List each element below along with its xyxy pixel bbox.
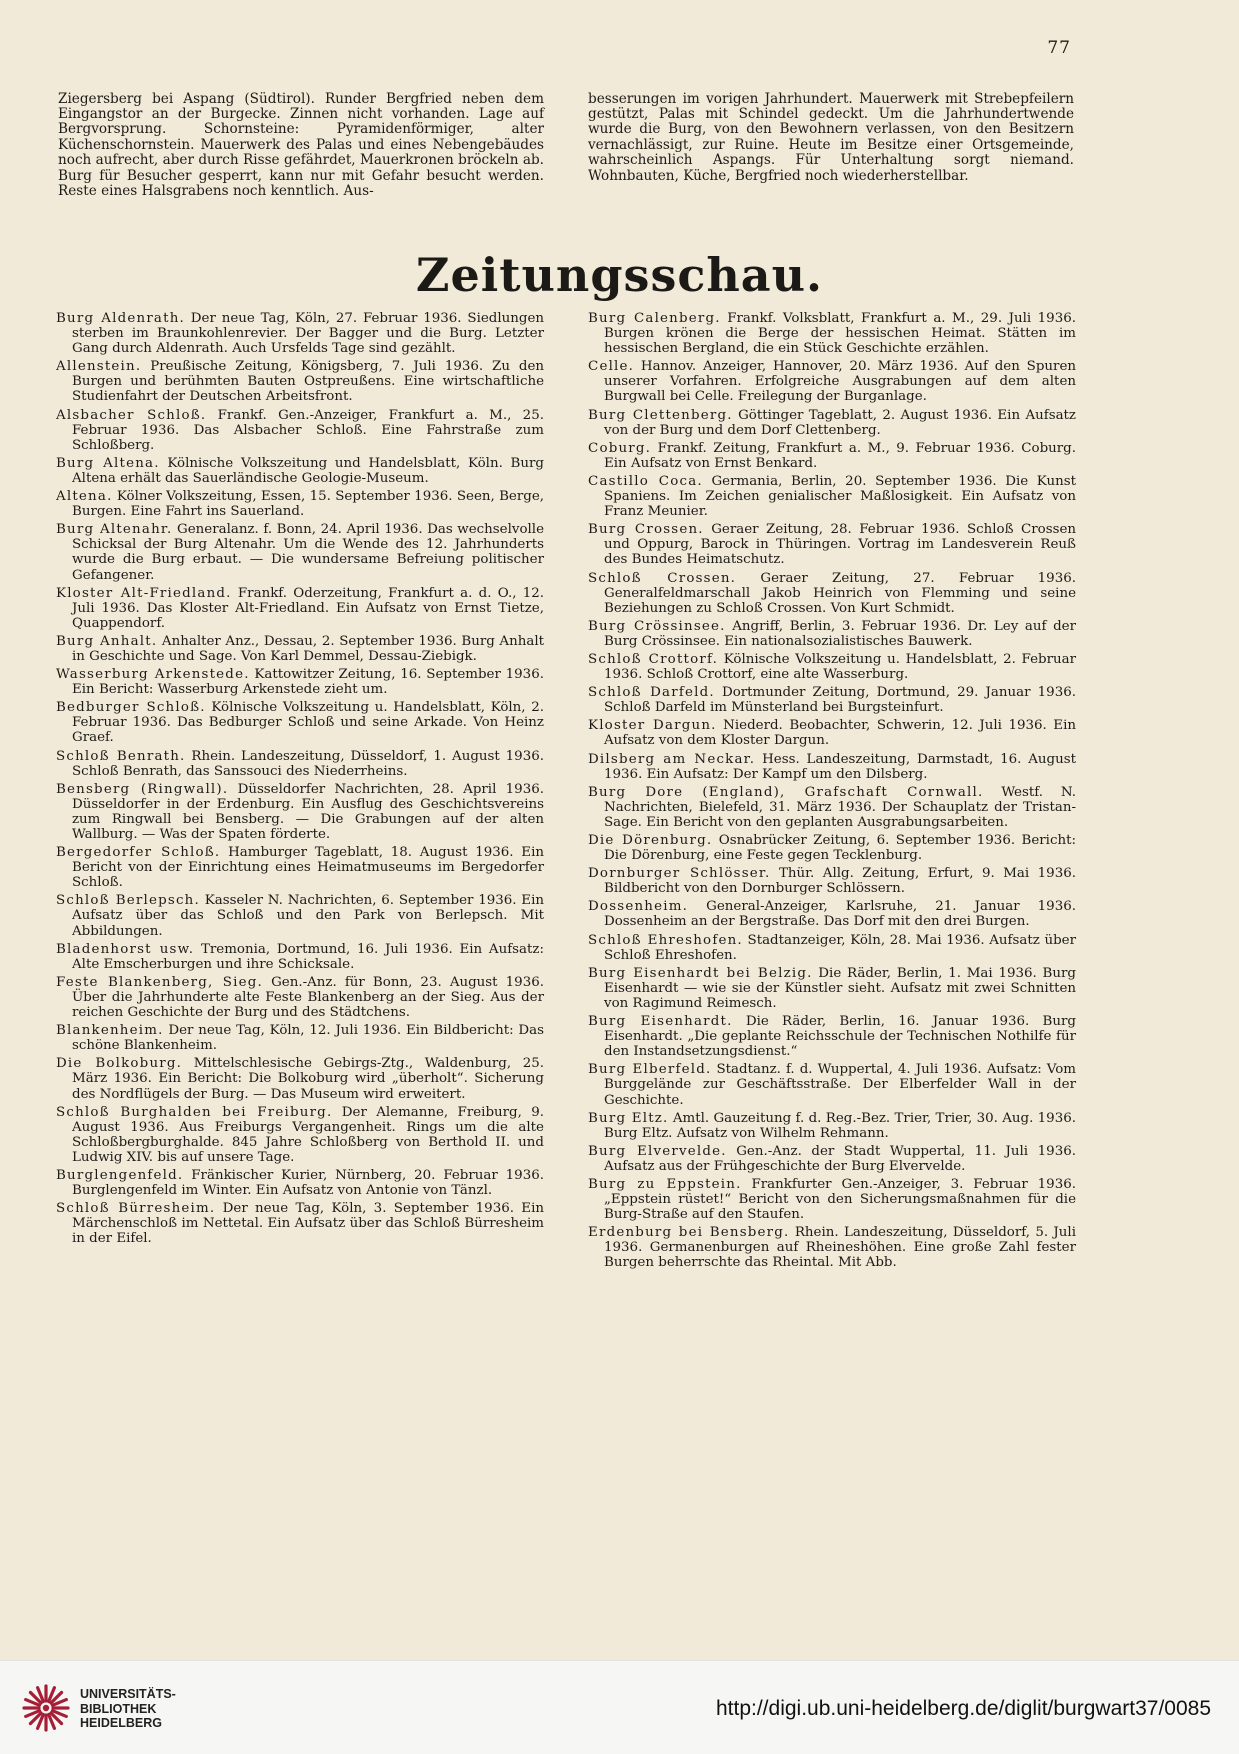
entry-citation: Gen.-Anz. für Bonn, 23. August 1936. Über die Jahrhunderte alte Feste Blankenberg an der Sieg. Aus der reichen Geschichte der Burg und des Städtchens. [72,974,544,1021]
press-entry [588,785,1076,830]
entry-citation: Hamburger Tageblatt, 18. August 1936. Ein Bericht von der Einrichtung eines Heimatmuseums im Bergedorfer Schloß. [72,845,544,891]
press-entry [56,1201,544,1246]
entry-keyword: Schloß Burghalden bei Freiburg. [56,1104,333,1120]
entry-citation: Die Räder, Berlin, 1. Mai 1936. Burg Eisenhardt — wie sie der Künstler sieht. Aufsatz mit zwei Schnitten von Ragimund Reimesch. [604,965,1076,1011]
library-name-line: UNIVERSITÄTS- [80,1687,176,1701]
press-entry [56,586,544,631]
press-entry [56,667,544,697]
entry-citation: Fränkischer Kurier, Nürnberg, 20. Februar 1936. Burglengenfeld im Winter. Ein Aufsatz von Antonie von Tänzl. [72,1167,544,1199]
press-entry [588,522,1076,567]
press-entry [588,933,1076,963]
entry-citation: Frankf. Volksblatt, Frankfurt a. M., 29. Juli 1936. Burgen krönen die Berge der hessischen Heimat. Stätten im hessischen Bergland, die ein Stück Geschichte erzählen. [604,311,1076,357]
entry-keyword: Die Dörenburg. [588,833,713,848]
entry-citation: Kölnische Volkszeitung u. Handelsblatt, 2. Februar 1936. Schloß Crottorf, eine alte Wasserburg. [604,651,1076,683]
entry-keyword: Burg Calenberg. [588,311,721,326]
entry-keyword: Feste Blankenberg, Sieg. [56,974,263,990]
section-heading: Zeitungsschau. [415,248,824,302]
press-entry [56,893,544,938]
press-entry [588,652,1076,682]
entry-citation: Der Alemanne, Freiburg, 9. August 1936. Aus Freiburgs Vergangenheit. Rings um die alte Schloßbergburghalde. 845 Jahre Schloßberg von Berthold II. und Ludwig XIV. bis auf unsere Tage. [72,1104,544,1165]
entry-citation: Osnabrücker Zeitung, 6. September 1936. Bericht: Die Dörenburg, eine Feste gegen Tecklenburg. [604,833,1076,864]
press-entry [588,571,1076,616]
entry-keyword: Burg Altenahr. [56,522,173,538]
entry-citation: Mittelschlesische Gebirgs-Ztg., Waldenburg, 25. März 1936. Ein Bericht: Die Bolkoburg wird „überholt“. Sicherung des Nordflügels der Burg. — Das Museum wird erweitert. [72,1056,544,1102]
entry-citation: Kölnische Volkszeitung u. Handelsblatt, Köln, 2. Februar 1936. Das Bedburger Schloß und seine Arkade. Von Heinz Graef. [72,700,544,746]
entry-citation: Rhein. Landeszeitung, Düsseldorf, 5. Juli 1936. Germanenburgen auf Rheineshöhen. Eine große Zahl fester Burgen beherrschte das Rheintal. Mit Abb. [604,1225,1076,1271]
page-number: 77 [1047,38,1071,58]
press-entry [56,456,544,486]
entry-keyword: Schloß Bürresheim. [56,1201,216,1217]
library-name [80,1687,176,1731]
entry-keyword: Castillo Coca. [588,473,703,489]
entry-citation: Kölnische Volkszeitung und Handelsblatt, Köln. Burg Altena erhält das Sauerländische Geologie-Museum. [72,455,544,486]
entry-citation: Frankf. Gen.-Anzeiger, Frankfurt a. M., 25. Februar 1936. Das Alsbacher Schloß. Eine Fahrstraße zum Schloßberg. [72,407,544,453]
entry-keyword: Schloß Berlepsch. [56,893,200,909]
press-entry [56,634,544,664]
entry-keyword: Burg Elvervelde. [588,1143,727,1159]
entry-citation: Der neue Tag, Köln, 3. September 1936. Ein Märchenschloß im Nettetal. Ein Aufsatz über das Schloß Bürresheim in der Eifel. [72,1201,544,1247]
press-entry [56,1023,544,1053]
entry-citation: Frankf. Oderzeitung, Frankfurt a. d. O., 12. Juli 1936. Das Kloster Alt-Friedland. Ein Aufsatz von Ernst Tietze, Quappendorf. [72,585,544,631]
entry-keyword: Coburg. [588,440,652,456]
press-entry [588,1225,1076,1270]
press-entry [588,408,1076,438]
entry-citation: Hannov. Anzeiger, Hannover, 20. März 1936. Auf den Spuren unserer Vorfahren. Erfolgreiche Ausgrabungen auf dem alten Burgwall bei Celle. Freilegung der Burganlage. [604,359,1076,405]
entry-keyword: Burg Altena. [56,455,160,471]
entry-citation: Geraer Zeitung, 28. Februar 1936. Schloß Crossen und Oppurg, Barock in Thüringen. Vortrag im Landesverein Reuß des Bundes Heimatschutz. [604,522,1076,568]
entry-keyword: Bladenhorst usw. [56,941,195,957]
entry-citation: Hess. Landeszeitung, Darmstadt, 16. August 1936. Ein Aufsatz: Der Kampf um den Dilsberg. [604,751,1076,782]
press-entry [56,359,544,404]
press-entry [56,975,544,1020]
entry-keyword: Burg Crossen. [588,522,704,538]
press-entry [588,1111,1076,1141]
entry-keyword: Dornburger Schlösser. [588,866,771,882]
entry-citation: Germania, Berlin, 20. September 1936. Die Kunst Spaniens. Im Zeichen genialischer Maßlosigkeit. Ein Aufsatz von Franz Meunier. [604,473,1076,520]
press-review [56,311,1076,1431]
entry-keyword: Burg Anhalt. [56,633,158,649]
press-entry [588,966,1076,1011]
entry-citation: Göttinger Tageblatt, 2. August 1936. Ein Aufsatz von der Burg und dem Dorf Clettenberg. [604,407,1076,438]
press-entry [588,1144,1076,1174]
press-entry [56,845,544,890]
entry-citation: Die Räder, Berlin, 16. Januar 1936. Burg Eisenhardt. „Die geplante Reichsschule der Technischen Nothilfe für den Instandsetzungsdienst.“ [604,1014,1076,1060]
entry-citation: Stadtanzeiger, Köln, 28. Mai 1936. Aufsatz über Schloß Ehreshofen. [604,932,1076,963]
entry-citation: Frankf. Zeitung, Frankfurt a. M., 9. Februar 1936. Coburg. Ein Aufsatz von Ernst Benkard. [604,440,1076,471]
continued-article [58,78,1074,208]
entry-citation: Stadtanz. f. d. Wuppertal, 4. Juli 1936. Aufsatz: Vom Burggelände zur Geschäftsstraße. Der Elberfelder Wall in der Geschichte. [604,1062,1077,1108]
press-entry [56,782,544,842]
entry-citation: Der neue Tag, Köln, 12. Juli 1936. Ein Bildbericht: Das schöne Blankenheim. [72,1023,544,1054]
press-entry [56,489,544,519]
continued-text-left: Ziegersberg bei Aspang (Südtirol). Runder Bergfried neben dem Eingangstor an der Burgecke. Zinnen nicht vorhanden. Lage auf Bergvorsprung. Schornsteine: Pyramidenförmiger, alter Küchenschornstein. Mauerwerk des Palas und eines Nebengebäudes noch aufrecht, aber durch Risse gefährdet, Mauerkronen bröckeln ab. Burg für Besucher gesperrt, kann nur mit Gefahr besucht werden. Reste eines Halsgrabens noch kenntlich. Aus- [58,90,544,200]
press-entry [588,866,1076,896]
press-entry [56,942,544,972]
press-entry [56,1056,544,1101]
entry-keyword: Bensberg (Ringwall). [56,781,229,797]
entry-keyword: Burg zu Eppstein. [588,1176,742,1192]
press-entry [588,1014,1076,1059]
entry-citation: Kasseler N. Nachrichten, 6. September 1936. Ein Aufsatz über das Schloß und den Park von Berlepsch. Mit Abbildungen. [72,893,544,939]
entry-keyword: Burg Eisenhardt bei Belzig. [588,965,813,981]
entry-keyword: Schloß Darfeld. [588,685,715,701]
entry-citation: Amtl. Gauzeitung f. d. Reg.-Bez. Trier, Trier, 30. Aug. 1936. Burg Eltz. Aufsatz von Wilhelm Rehmann. [604,1110,1076,1141]
press-entry [56,1168,544,1198]
entry-keyword: Kloster Dargun. [588,718,717,734]
entry-keyword: Allenstein. [56,359,142,375]
entry-citation: Rhein. Landeszeitung, Düsseldorf, 1. August 1936. Schloß Benrath, das Sanssouci des Niederrheins. [72,748,544,779]
entry-keyword: Altena. [56,489,113,505]
entry-citation: Preußische Zeitung, Königsberg, 7. Juli 1936. Zu den Burgen und berühmten Bauten Ostpreußens. Eine wirtschaftliche Studienfahrt der Deutschen Arbeitsfront. [72,359,544,405]
entry-keyword: Schloß Crossen. [588,570,737,586]
entry-citation: Kattowitzer Zeitung, 16. September 1936. Ein Bericht: Wasserburg Arkenstede zieht um. [72,667,544,698]
entry-citation: Westf. N. Nachrichten, Bielefeld, 31. März 1936. Der Schauplatz der Tristan-Sage. Ein Bericht von den geplanten Ausgrabungsarbeiten. [604,784,1076,830]
entry-keyword: Alsbacher Schloß. [56,407,207,423]
entry-citation: General-Anzeiger, Karlsruhe, 21. Januar 1936. Dossenheim an der Bergstraße. Das Dorf mit den drei Burgen. [604,899,1076,930]
entry-keyword: Schloß Crottorf. [588,651,719,667]
continued-text-right: besserungen im vorigen Jahrhundert. Mauerwerk mit Strebepfeilern gestützt, Palas mit Schindel gedeckt. Um die Jahrhundertwende wurde die Burg, von den Bewohnern verlassen, von den Besitzern vernachlässigt, zur Ruine. Heute im Besitze einer Ortsgemeinde, wahrscheinlich Aspangs. Für Unterhaltung sorgt niemand. Wohnbauten, Küche, Bergfried noch wiederherstellbar. [588,90,1074,184]
entry-citation: Thür. Allg. Zeitung, Erfurt, 9. Mai 1936. Bildbericht von den Dornburger Schlössern. [604,866,1076,897]
entry-citation: Tremonia, Dortmund, 16. Juli 1936. Ein Aufsatz: Alte Emscherburgen und ihre Schicksale. [72,941,544,972]
entry-keyword: Bedburger Schloß. [56,700,206,716]
press-entry [588,474,1076,519]
press-entry [588,311,1076,356]
entry-citation: Niederd. Beobachter, Schwerin, 12. Juli 1936. Ein Aufsatz von dem Kloster Dargun. [604,718,1076,749]
entry-keyword: Burg Clettenberg. [588,407,733,423]
entry-keyword: Bergedorfer Schloß. [56,845,221,861]
entry-citation: Angriff, Berlin, 3. Februar 1936. Dr. Ley auf der Burg Crössinsee. Ein nationalsozialistisches Bauwerk. [604,618,1077,649]
entry-keyword: Schloß Ehreshofen. [588,932,743,948]
press-entry [56,408,544,453]
press-entry [588,833,1076,863]
entry-citation: Dortmunder Zeitung, Dortmund, 29. Januar 1936. Schloß Darfeld im Münsterland bei Burgsteinfurt. [604,685,1076,716]
press-entry [56,311,544,356]
entry-citation: Gen.-Anz. der Stadt Wuppertal, 11. Juli 1936. Aufsatz aus der Frühgeschichte der Burg Elvervelde. [604,1143,1076,1174]
entry-citation: Der neue Tag, Köln, 27. Februar 1936. Siedlungen sterben im Braunkohlenrevier. Der Bagger und die Burg. Letzter Gang durch Aldenrath. Auch Ursfelds Tage sind gezählt. [72,311,544,357]
entry-keyword: Dossenheim. [588,899,689,915]
entry-citation: Frankfurter Gen.-Anzeiger, 3. Februar 1936. „Eppstein rüstet!“ Bericht von den Sicherungsmaßnahmen für die Burg-Straße auf den Staufen. [604,1176,1076,1223]
press-entry [56,749,544,779]
university-seal-icon [22,1684,70,1732]
press-entry [588,359,1076,404]
entry-keyword: Erdenburg bei Bensberg. [588,1225,790,1241]
press-entry [588,752,1076,782]
press-entry [588,685,1076,715]
entry-keyword: Burg Eltz. [588,1110,669,1126]
press-entry [588,899,1076,929]
entry-citation: Düsseldorfer Nachrichten, 28. April 1936. Düsseldorfer in der Erdenburg. Ein Ausflug des Geschichtsvereins zum Ringwall bei Bensberg. — Die Grabungen auf der alten Wallburg. — Was der Spaten förderte. [72,781,544,842]
entry-citation: Generalanz. f. Bonn, 24. April 1936. Das wechselvolle Schicksal der Burg Altenahr. Um die Wende des 12. Jahrhunderts wurde die Burg erbaut. — Die wundersame Befreiung politischer Gefangener. [72,522,545,583]
press-entry [588,1177,1076,1222]
entry-keyword: Kloster Alt-Friedland. [56,585,232,601]
entry-citation: Anhalter Anz., Dessau, 2. September 1936. Burg Anhalt in Geschichte und Sage. Von Karl Demmel, Dessau-Ziebigk. [72,633,544,664]
press-entry [588,718,1076,748]
entry-keyword: Schloß Benrath. [56,748,186,764]
press-entry [56,1105,544,1165]
entry-keyword: Burglengenfeld. [56,1167,184,1183]
library-name-line: HEIDELBERG [80,1716,162,1730]
press-entry [588,619,1076,649]
viewer-footer [0,1660,1239,1754]
press-review-left-column [56,311,544,1249]
press-entry [588,441,1076,471]
entry-keyword: Burg Eisenhardt. [588,1014,733,1030]
press-entry [56,522,544,582]
press-entry [56,700,544,745]
entry-keyword: Dilsberg am Neckar. [588,751,756,767]
entry-keyword: Burg Aldenrath. [56,311,185,326]
entry-keyword: Burg Elberfeld. [588,1062,712,1078]
entry-keyword: Die Bolkoburg. [56,1056,183,1072]
entry-citation: Kölner Volkszeitung, Essen, 15. September 1936. Seen, Berge, Burgen. Eine Fahrt ins Sauerland. [72,489,544,520]
entry-keyword: Celle. [588,359,635,375]
press-review-right-column [588,311,1076,1274]
library-name-line: BIBLIOTHEK [80,1701,157,1716]
press-entry [588,1062,1076,1107]
document-url[interactable]: http://digi.ub.uni-heidelberg.de/diglit/burgwart37/0085 [715,1697,1211,1720]
entry-keyword: Burg Dore (England), Grafschaft Cornwall. [588,784,984,800]
entry-keyword: Blankenheim. [56,1023,164,1039]
entry-keyword: Burg Crössinsee. [588,618,726,634]
entry-keyword: Wasserburg Arkenstede. [56,667,250,683]
entry-citation: Geraer Zeitung, 27. Februar 1936. Generalfeldmarschall Jakob Heinrich von Flemming und seine Beziehungen zu Schloß Crossen. Von Kurt Schmidt. [604,570,1076,616]
